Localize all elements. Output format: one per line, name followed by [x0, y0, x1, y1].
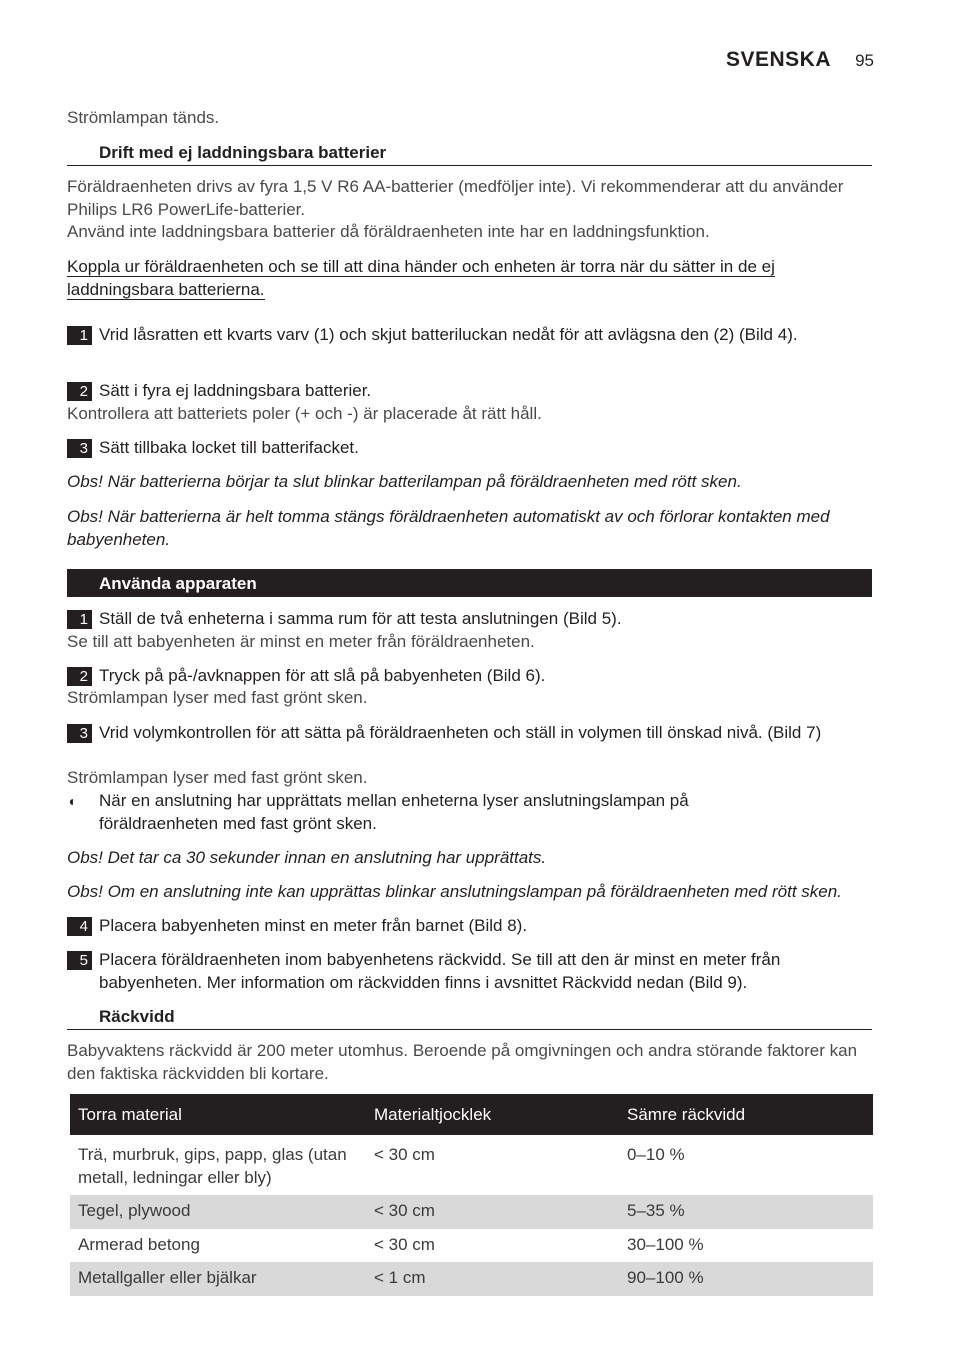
- batteries-note-1: Obs! När batterierna börjar ta slut blinkar batterilampan på föräldraenheten med rött sken.: [67, 472, 742, 491]
- table-cell: Armerad betong: [78, 1234, 200, 1254]
- table-row: [70, 1195, 873, 1229]
- battery-step-2-sub: Kontrollera att batteriets poler (+ och -) är placerade åt rätt håll.: [67, 404, 542, 423]
- table-header-cell: Materialtjocklek: [366, 1094, 619, 1135]
- step-text: Sätt tillbaka locket till batterifacket.: [99, 438, 359, 457]
- heading-batteries: Drift med ej laddningsbara batterier: [67, 142, 872, 166]
- use-note-2: Obs! Om en anslutning inte kan upprättas blinkar anslutningslampan på föräldraenheten med rött sken.: [67, 882, 842, 901]
- use-step-3: [67, 722, 827, 745]
- step-number: 2: [67, 667, 92, 686]
- step-text: Tryck på på-/avknappen för att slå på babyenheten (Bild 6).: [99, 666, 546, 685]
- batteries-para2: Använd inte laddningsbara batterier då föräldraenheten inte har en laddningsfunktion.: [67, 222, 710, 241]
- table-cell: Tegel, plywood: [70, 1195, 366, 1229]
- table-row: [70, 1135, 873, 1195]
- table-cell: 5–35 %: [619, 1195, 873, 1229]
- use-step-1: [67, 608, 872, 631]
- table-cell: < 30 cm: [374, 1145, 435, 1164]
- table-row: [70, 1229, 873, 1263]
- step-text: Placera föräldraenheten inom babyenhetens räckvidd. Se till att den är minst en meter från babyenheten. Mer information om räckvidden finns i avsnittet Räckvidd nedan (Bild 9).: [99, 950, 781, 992]
- step-text: Placera babyenheten minst en meter från barnet (Bild 8).: [99, 916, 528, 935]
- step-text: Ställ de två enheterna i samma rum för att testa anslutningen (Bild 5).: [99, 609, 622, 628]
- batteries-warning: [67, 256, 872, 301]
- step-number: 3: [67, 439, 92, 458]
- step-number: 3: [67, 724, 92, 743]
- table-cell: 90–100 %: [619, 1262, 873, 1296]
- batteries-para1: Föräldraenheten drivs av fyra 1,5 V R6 AA-batterier (medföljer inte). Vi rekommenderar att du använder Philips LR6 PowerLife-batterier.: [67, 177, 844, 219]
- step-text: Sätt i fyra ej laddningsbara batterier.: [99, 381, 372, 400]
- use-step-4: [67, 915, 872, 938]
- table-row: [70, 1262, 873, 1296]
- intro-line: Strömlampan tänds.: [67, 108, 220, 127]
- battery-step-3: [67, 437, 872, 460]
- bullet-arrow-icon: ◖: [67, 793, 76, 809]
- step-text: Vrid låsratten ett kvarts varv (1) och skjut batteriluckan nedåt för att avlägsna den (2) (Bild 4).: [99, 325, 798, 344]
- table-header-cell: Sämre räckvidd: [619, 1094, 873, 1135]
- step-number: 2: [67, 382, 92, 401]
- table-cell: < 1 cm: [366, 1262, 619, 1296]
- table-header-row: [70, 1094, 873, 1135]
- batteries-note-2: Obs! När batterierna är helt tomma stängs föräldraenheten automatiskt av och förlorar kontakten med babyenheten.: [67, 507, 830, 549]
- step-number: 1: [67, 326, 92, 345]
- battery-step-2: [67, 380, 872, 403]
- use-step-5: [67, 949, 872, 994]
- use-bullet: När en anslutning har upprättats mellan enheterna lyser anslutningslampan på föräldraenheten med fast grönt sken.: [99, 791, 689, 833]
- range-para: Babyvaktens räckvidd är 200 meter utomhus. Beroende på omgivningen och andra störande faktorer kan den faktiska räckvidden bli kortare.: [67, 1041, 858, 1083]
- heading-use: Använda apparaten: [67, 569, 872, 597]
- table-cell: 0–10 %: [627, 1145, 685, 1164]
- table-cell: < 30 cm: [374, 1234, 435, 1254]
- table-cell: 30–100 %: [627, 1234, 704, 1254]
- table-cell: Trä, murbruk, gips, papp, glas (utan metall, ledningar eller bly): [78, 1145, 347, 1187]
- range-table: [70, 1094, 873, 1296]
- heading-range: Räckvidd: [67, 1006, 872, 1030]
- use-step-2-sub: Strömlampan lyser med fast grönt sken.: [67, 688, 368, 707]
- use-note-1: Obs! Det tar ca 30 sekunder innan en anslutning har upprättats.: [67, 848, 547, 867]
- table-cell: < 30 cm: [366, 1195, 619, 1229]
- warning-text: Koppla ur föräldraenheten och se till att dina händer och enheten är torra när du sätter in de ej laddningsbara batterierna.: [67, 257, 775, 299]
- step-number: 5: [67, 951, 92, 970]
- page-number: 95: [855, 51, 874, 70]
- step-number: 1: [67, 610, 92, 629]
- battery-step-1: [67, 324, 807, 347]
- use-step-2: [67, 665, 872, 688]
- use-step-1-sub: Se till att babyenheten är minst en meter från föräldraenheten.: [67, 632, 535, 651]
- step-number: 4: [67, 917, 92, 936]
- table-cell: Metallgaller eller bjälkar: [70, 1262, 366, 1296]
- header-language: SVENSKA: [725, 48, 831, 71]
- use-step-3-sub: Strömlampan lyser med fast grönt sken.: [67, 768, 368, 787]
- step-text: Vrid volymkontrollen för att sätta på föräldraenheten och ställ in volymen till önskad nivå. (Bild 7): [99, 723, 822, 742]
- table-header-cell: Torra material: [70, 1094, 366, 1135]
